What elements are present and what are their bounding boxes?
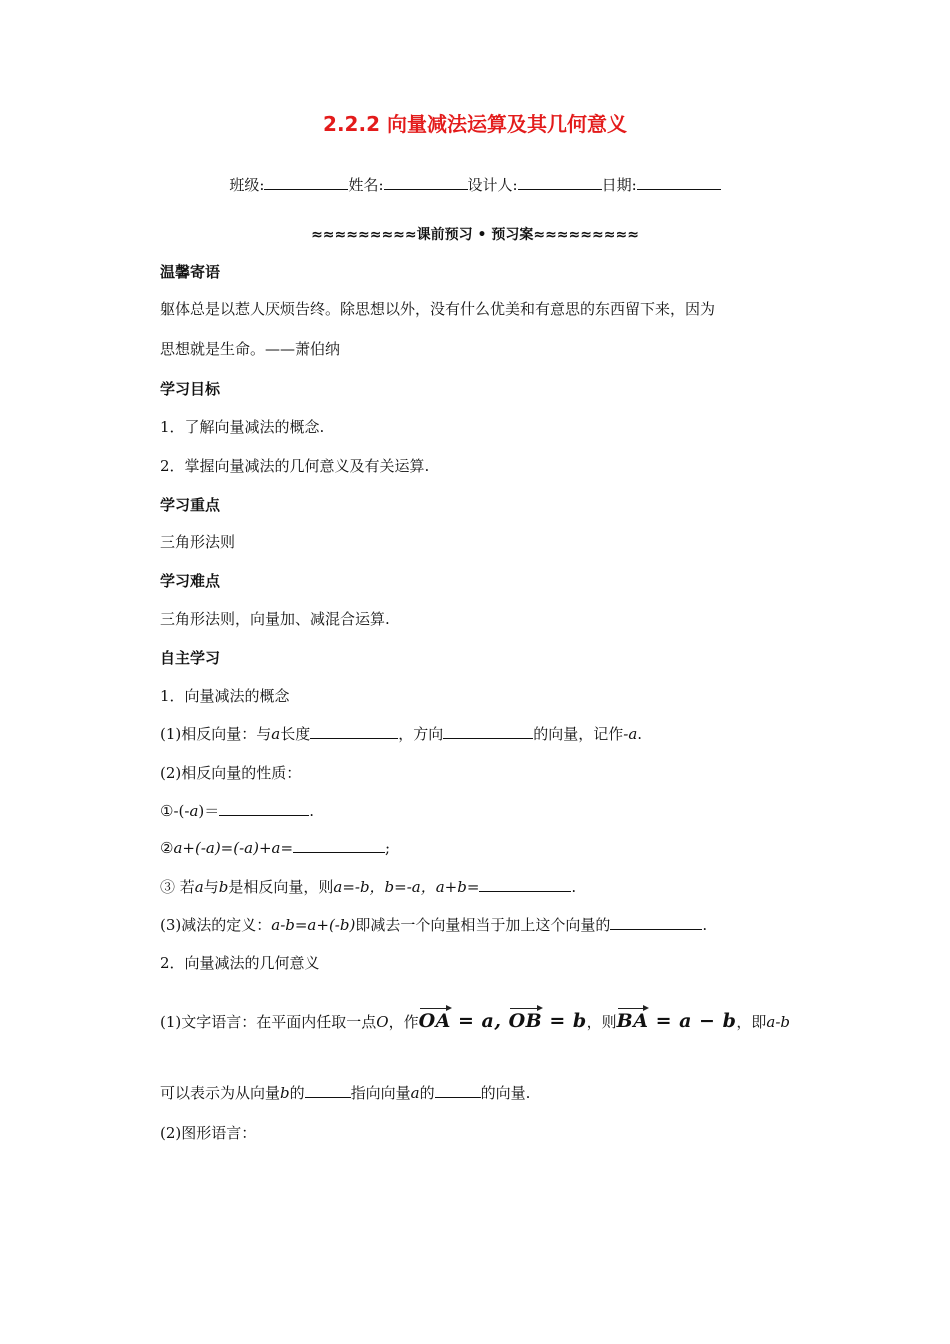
graphic-language-label: (2)图形语言： — [160, 1124, 257, 1142]
difficulty-text: 三角形法则，向量加、减混合运算. — [160, 610, 390, 628]
geometric-text-line-2 — [160, 1082, 530, 1103]
properties-title: (2)相反向量的性质： — [160, 764, 302, 782]
answer-blank — [305, 1083, 351, 1098]
answer-blank — [219, 801, 309, 816]
geometric-text-language — [160, 1010, 790, 1032]
text-segment: . — [571, 878, 577, 896]
text-segment: ，方向 — [398, 725, 444, 743]
formula: a-b — [766, 1013, 791, 1031]
text-segment: 的 — [419, 1084, 435, 1102]
text-segment: = a − b — [648, 1010, 737, 1032]
class-label: 班级: — [229, 176, 265, 194]
text-segment: . — [702, 916, 708, 934]
text-segment: = a, — [450, 1010, 509, 1032]
text-segment: . — [637, 725, 643, 743]
warm-line-2: 思想就是生命。——萧伯纳 — [160, 340, 341, 358]
self-study-heading: 自主学习 — [160, 649, 221, 667]
answer-blank — [310, 724, 398, 739]
opposite-vector-definition — [160, 723, 642, 744]
text-segment: 是相反向量，则 — [228, 878, 334, 896]
vector-a: a — [189, 802, 199, 820]
text-segment: 与 — [203, 878, 219, 896]
text-segment: ①-(- — [160, 802, 190, 820]
banner-decoration-right: ≈≈≈≈≈≈≈≈≈ — [533, 227, 639, 243]
vector-oa: OA — [418, 1010, 451, 1032]
text-segment: ，即 — [736, 1013, 767, 1031]
text-segment: ，则 — [586, 1013, 617, 1031]
text-segment: 的向量，记作 — [533, 725, 624, 743]
focus-text: 三角形法则 — [160, 533, 236, 551]
vector-a: a — [410, 1084, 420, 1102]
focus-heading: 学习重点 — [160, 496, 221, 514]
answer-blank — [293, 838, 385, 853]
student-info-line — [0, 174, 950, 195]
section-banner — [0, 224, 950, 244]
warm-heading: 温馨寄语 — [160, 263, 221, 281]
banner-text: 课前预习 • 预习案 — [416, 227, 534, 243]
text-segment: ; — [385, 839, 391, 857]
text-segment: = b — [542, 1010, 587, 1032]
vector-b: b — [280, 1084, 290, 1102]
designer-blank — [518, 175, 602, 190]
text-segment: (1)相反向量：与 — [160, 725, 272, 743]
text-segment: (3)减法的定义： — [160, 916, 272, 934]
negative-vector-a: -a — [623, 725, 638, 743]
goals-heading: 学习目标 — [160, 380, 221, 398]
point-o: O — [376, 1013, 389, 1031]
name-blank — [384, 175, 468, 190]
formula: a=-b，b=-a，a+b= — [333, 878, 480, 896]
vector-a: a — [194, 878, 204, 896]
vector-b: b — [218, 878, 229, 896]
page-title: 2.2.2 向量减法运算及其几何意义 — [323, 112, 627, 136]
answer-blank — [435, 1083, 481, 1098]
date-label: 日期: — [601, 176, 637, 194]
answer-blank — [479, 877, 571, 892]
text-segment: 指向向量 — [350, 1084, 411, 1102]
text-segment: ② — [160, 839, 174, 857]
text-segment: ，作 — [388, 1013, 419, 1031]
text-segment: 的向量. — [480, 1084, 531, 1102]
difficulty-heading: 学习难点 — [160, 572, 221, 590]
text-segment: ③ 若 — [160, 878, 195, 896]
text-segment: 的 — [289, 1084, 305, 1102]
answer-blank — [610, 915, 702, 930]
property-2 — [160, 838, 390, 857]
text-segment: (1)文字语言：在平面内任取一点 — [160, 1013, 377, 1031]
subtraction-definition — [160, 914, 707, 935]
vector-ob: OB — [508, 1010, 543, 1032]
banner-decoration-left: ≈≈≈≈≈≈≈≈≈ — [311, 227, 417, 243]
formula: a+(-a)=(-a)+a= — [173, 839, 294, 857]
goal-item-2: 2．掌握向量减法的几何意义及有关运算. — [160, 457, 430, 475]
concept-title: 1．向量减法的概念 — [160, 687, 290, 705]
vector-formula-2 — [617, 1010, 737, 1032]
date-blank — [637, 175, 721, 190]
property-3 — [160, 876, 576, 897]
text-segment: 可以表示为从向量 — [160, 1084, 281, 1102]
text-segment: 长度 — [280, 725, 311, 743]
geometric-meaning-title: 2．向量减法的几何意义 — [160, 954, 320, 972]
answer-blank — [443, 724, 533, 739]
vector-a: a — [271, 725, 281, 743]
property-1 — [160, 800, 314, 821]
text-segment: )＝ — [198, 802, 220, 820]
name-label: 姓名: — [348, 176, 384, 194]
text-segment: . — [309, 802, 315, 820]
vector-formula-1 — [419, 1010, 587, 1032]
class-blank — [264, 175, 348, 190]
formula: a-b=a+(-b) — [271, 916, 356, 934]
vector-ba: BA — [616, 1010, 649, 1032]
warm-line-1: 躯体总是以惹人厌烦告终。除思想以外，没有什么优美和有意思的东西留下来，因为 — [160, 300, 716, 318]
designer-label: 设计人: — [467, 176, 518, 194]
text-segment: 即减去一个向量相当于加上这个向量的 — [355, 916, 611, 934]
goal-item-1: 1．了解向量减法的概念. — [160, 418, 325, 436]
